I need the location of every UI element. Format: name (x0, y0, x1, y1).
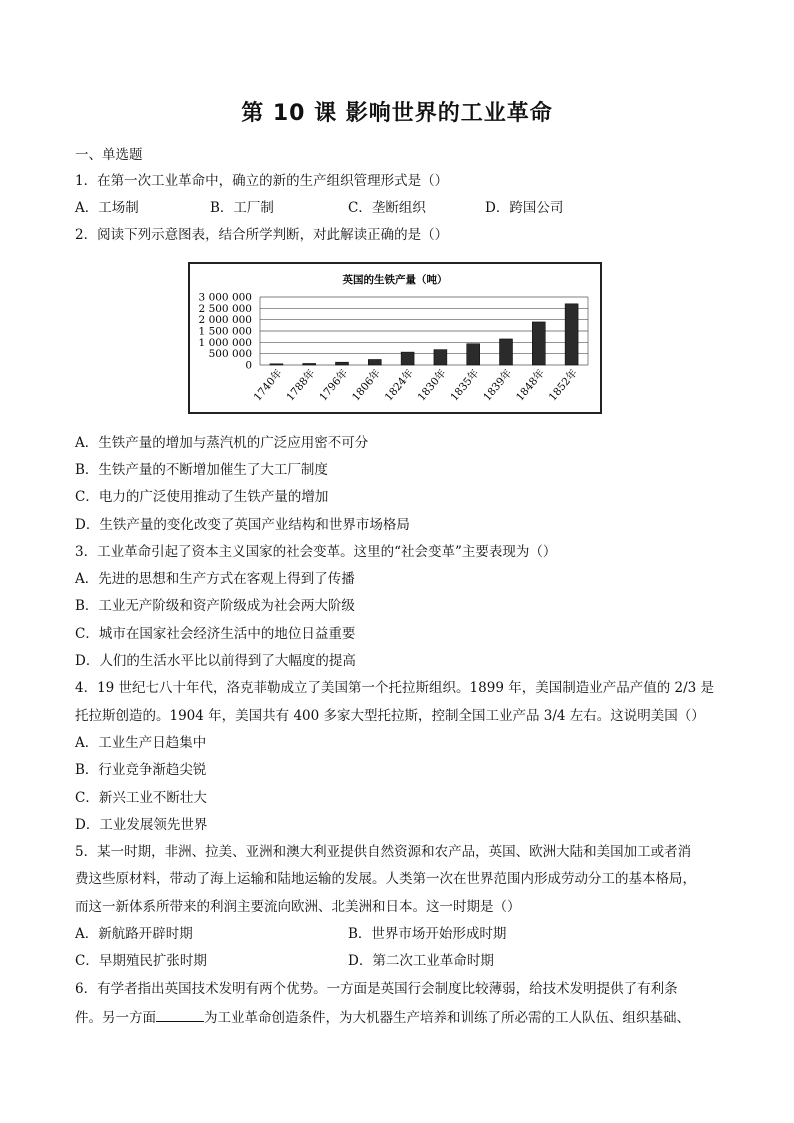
question-1-option-a: A．工场制 (75, 200, 139, 216)
question-6-stem-line-2-end: 为工业革命创造条件，为大机器生产培养和训练了所必需的工人队伍、组织基础、 (204, 1010, 690, 1026)
question-2-option-b: B．生铁产量的不断增加催生了大工厂制度 (75, 462, 328, 478)
chart-bar (270, 364, 283, 365)
question-4-option-a: A．工业生产日趋集中 (75, 735, 207, 751)
chart-x-tick-label: 1830年 (415, 367, 449, 404)
question-6-stem-line-2 (75, 1007, 690, 1027)
question-2-option-c: C．电力的广泛使用推动了生铁产量的增加 (75, 489, 329, 505)
chart-bar (565, 304, 578, 365)
chart-x-tick-label: 1740年 (251, 367, 285, 404)
question-6-stem-line-2-start: 件。另一方面 (75, 1010, 156, 1026)
question-5-option-a: A．新航路开辟时期 (75, 926, 193, 942)
chart-y-tick-label: 1 000 000 (198, 336, 252, 349)
chart-y-tick-label: 2 500 000 (198, 302, 252, 315)
chart-x-tick-label: 1806年 (349, 367, 384, 404)
chart-bar (401, 352, 414, 365)
chart-bar (500, 339, 513, 365)
question-4-option-b: B．行业竞争渐趋尖锐 (75, 762, 207, 778)
chart-x-tick-label: 1839年 (481, 367, 515, 404)
chart-y-tick-label: 2 000 000 (198, 314, 252, 327)
question-5-stem-line-3: 而这一新体系所带来的利润主要流向欧洲、北美洲和日本。这一时期是（） (75, 899, 521, 915)
question-5-option-d: D．第二次工业革命时期 (348, 953, 494, 969)
section-heading: 一、单选题 (75, 147, 143, 163)
question-2-option-a: A．生铁产量的增加与蒸汽机的广泛应用密不可分 (75, 435, 369, 451)
question-4-option-d: D．工业发展领先世界 (75, 817, 208, 833)
question-6-stem-line-1: 6．有学者指出英国技术发明有两个优势。一方面是英国行会制度比较薄弱，给技术发明提供了有利条 (75, 981, 678, 997)
question-5-option-b: B．世界市场开始形成时期 (348, 926, 507, 942)
chart-y-tick-label: 0 (245, 359, 252, 372)
chart-bar (467, 344, 480, 365)
chart-x-ticks (251, 366, 580, 403)
lesson-title: 第 10 课 影响世界的工业革命 (241, 101, 553, 126)
question-3-option-b: B．工业无产阶级和资产阶级成为社会两大阶级 (75, 598, 355, 614)
chart-x-tick-label: 1852年 (546, 367, 580, 404)
question-5-stem-line-2: 费这些原材料，带动了海上运输和陆地运输的发展。人类第一次在世界范围内形成劳动分工的基本格局， (75, 871, 696, 887)
chart-y-tick-label: 500 000 (208, 348, 252, 361)
question-4-stem-line-2: 托拉斯创造的。1904 年，美国共有 400 多家大型托拉斯，控制全国工业产品 3/4 左右。这说明美国（） (75, 708, 705, 724)
question-4-option-c: C．新兴工业不断壮大 (75, 790, 207, 806)
question-2-option-d: D．生铁产量的变化改变了英国产业结构和世界市场格局 (75, 517, 410, 533)
question-3-option-c: C．城市在国家社会经济生活中的地位日益重要 (75, 626, 356, 642)
pig-iron-chart (188, 262, 602, 414)
question-1-stem: 1．在第一次工业革命中，确立的新的生产组织管理形式是（） (75, 173, 449, 189)
chart-y-ticks (199, 292, 252, 372)
question-3-option-d: D．人们的生活水平比以前得到了大幅度的提高 (75, 653, 356, 669)
question-1-option-d: D．跨国公司 (485, 200, 564, 216)
chart-bar (336, 362, 349, 365)
answer-blank (156, 1007, 204, 1022)
question-3-stem: 3．工业革命引起了资本主义国家的社会变革。这里的“社会变革”主要表现为（） (75, 544, 557, 560)
chart-bar (434, 350, 447, 365)
pig-iron-chart-svg (190, 264, 600, 412)
question-2-stem: 2．阅读下列示意图表，结合所学判断，对此解读正确的是（） (75, 227, 449, 243)
chart-bars (270, 304, 578, 365)
question-5-option-c: C．早期殖民扩张时期 (75, 953, 207, 969)
chart-y-tick-label: 3 000 000 (198, 291, 252, 304)
question-5-stem-line-1: 5．某一时期，非洲、拉美、亚洲和澳大利亚提供自然资源和农产品，英国、欧洲大陆和美国加工或者消 (75, 844, 692, 860)
chart-bar (532, 322, 545, 365)
chart-x-tick-label: 1835年 (448, 367, 482, 404)
chart-bar (303, 363, 316, 365)
chart-x-tick-label: 1796年 (317, 367, 351, 404)
chart-title: 英国的生铁产量（吨） (342, 274, 448, 286)
chart-x-tick-label: 1824年 (382, 367, 416, 404)
chart-y-tick-label: 1 500 000 (198, 325, 252, 338)
question-3-option-a: A．先进的思想和生产方式在客观上得到了传播 (75, 571, 355, 587)
question-1-option-c: C．垄断组织 (348, 200, 426, 216)
chart-bar (368, 359, 381, 365)
chart-x-tick-label: 1848年 (513, 367, 548, 404)
question-4-stem-line-1: 4．19 世纪七八十年代，洛克菲勒成立了美国第一个托拉斯组织。1899 年，美国制造业产品产值的 2/3 是 (75, 680, 715, 696)
question-1-option-b: B．工厂制 (210, 200, 274, 216)
chart-x-tick-label: 1788年 (284, 367, 318, 404)
